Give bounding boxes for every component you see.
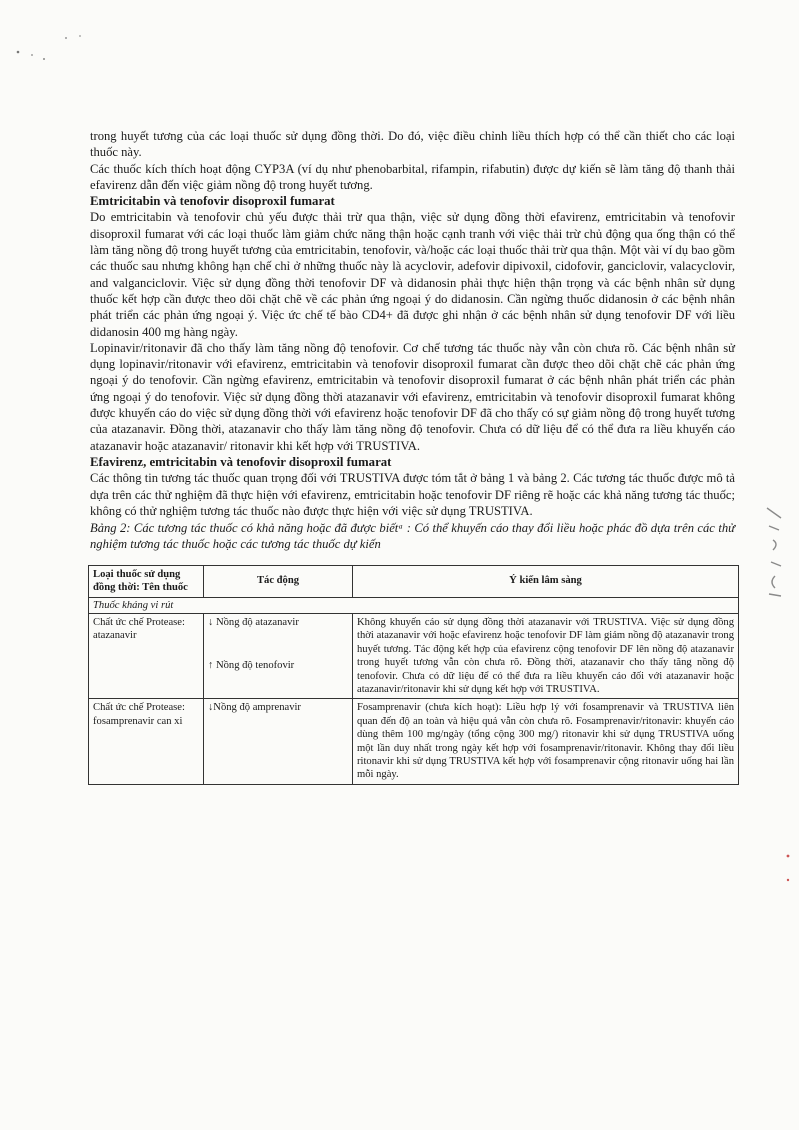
drug-cell: Chất ức chế Protease: atazanavir: [89, 613, 204, 698]
margin-mark: [785, 850, 791, 890]
comment-cell: Không khuyến cáo sử dụng đồng thời atazanavir với TRUSTIVA. Việc sử dụng đồng thời atazanavir với hoặc efavirenz hoặc tenofovir DF làm giảm nồng độ atazanavir trong huyết tương. Tác động kết hợp của efavirenz cộng tenofovir DF lên nồng độ atazanavir trong huyết tương vẫn còn chưa rõ. Đồng thời, atazanavir cho thấy tăng nồng độ tenofovir. Chưa có dữ liệu để có thể đưa ra liều khuyến cáo đối với atazanavir hoặc atazanavir/ritonavir khi sử dụng kết hợp với TRUSTIVA.: [353, 613, 739, 698]
table-group-row: [89, 597, 739, 613]
paragraph: Các thông tin tương tác thuốc quan trọng đối với TRUSTIVA được tóm tắt ở bảng 1 và bảng 2. Các tương tác thuốc được mô tả dựa trên các thử nghiệm đã thực hiện với efavirenz, emtricitabin hoặc tenofovir DF riêng rẽ hoặc các khả năng tương tác thuốc; không có thử nghiệm tương tác thuốc nào được thực hiện với việc sử dụng TRUSTIVA.: [90, 471, 735, 518]
effect-text: ↓ Nồng độ atazanavir: [208, 616, 299, 628]
table-row: [89, 699, 739, 784]
paragraph: Các thuốc kích thích hoạt động CYP3A (ví dụ như phenobarbital, rifampin, rifabutin) được dự kiến sẽ làm tăng độ thanh thải efavirenz dẫn đến việc giảm nồng độ trong huyết tương.: [90, 161, 735, 192]
page-stamp-mark: [759, 500, 789, 610]
paragraph: Lopinavir/ritonavir đã cho thấy làm tăng nồng độ tenofovir. Cơ chế tương tác thuốc này vẫn còn chưa rõ. Các bệnh nhân sử dụng lopinavir/ritonavir với efavirenz, emtricitabin và tenofovir disoproxil fumarat cần được theo dõi chặt chẽ các phản ứng ngoại ý do tenofovir. Cần ngừng efavirenz, emtricitabin và tenofovir disoproxil fumarat ở các bệnh nhân phát triển các phản ứng ngoại ý do tenofovir. Việc sử dụng đồng thời atazanavir với efavirenz, emtricitabin và tenofovir disoproxil fumarat không được khuyến cáo do việc sử dụng đồng thời với efavirenz hoặc tenofovir DF đã cho thấy có sự giảm nồng độ trong huyết tương của atazanavir. Đồng thời, atazanavir cho thấy làm tăng nồng độ tenofovir. Chưa có dữ liệu để có thể đưa ra liều khuyến cáo atazanavir hoặc atazanavir/ ritonavir khi kết hợp với TRUSTIVA.: [90, 340, 735, 453]
table-caption: Bảng 2: Các tương tác thuốc có khả năng hoặc đã được biếtᵃ : Có thể khuyến cáo thay đổi liều hoặc phác đồ dựa trên các thử nghiệm tương tác thuốc hoặc các tương tác thuốc dự kiến: [90, 521, 735, 552]
section-heading: Efavirenz, emtricitabin và tenofovir disoproxil fumarat: [90, 454, 392, 469]
comment-cell: Fosamprenavir (chưa kích hoạt): Liều hợp lý với fosamprenavir và TRUSTIVA liên quan đến độ an toàn và hiệu quả vẫn còn chưa rõ. Fosamprenavir/ritonavir: khuyến cáo dùng thêm 100 mg/ngày (tổng cộng 300 mg/) ritonavir khi sử dụng TRUSTIVA uống một lần duy nhất trong ngày kết hợp với fosamprenavir/ritonavir. Không thay đổi liều ritonavir khi sử dụng TRUSTIVA kết hợp với fosamprenavir cộng ritonavir uống hai lần mỗi ngày.: [353, 699, 739, 784]
effect-text: ↑ Nồng độ tenofovir: [208, 660, 295, 672]
scan-specks: [14, 30, 84, 70]
table-header-row: [89, 565, 739, 597]
document-page: [90, 128, 735, 785]
column-header: Loại thuốc sử dụng đồng thời: Tên thuốc: [89, 565, 204, 597]
effect-cell: ↓Nồng độ amprenavir: [204, 699, 353, 784]
group-label: Thuốc kháng vi rút: [89, 597, 739, 613]
column-header: Tác động: [204, 565, 353, 597]
column-header: Ý kiến lâm sàng: [353, 565, 739, 597]
paragraph: Do emtricitabin và tenofovir chủ yếu được thải trừ qua thận, việc sử dụng đồng thời efavirenz, emtricitabin và tenofovir disoproxil fumarat với các loại thuốc làm giảm chức năng thận hoặc cạnh tranh với việc thải trừ chủ động qua ống thận có thể làm tăng nồng độ trong huyết tương của emtricitabin, tenofovir, và/hoặc các loại thuốc thải trừ qua thận. Một vài ví dụ bao gồm các thuốc sau nhưng không hạn chế chỉ ở những thuốc này là acyclovir, adefovir dipivoxil, cidofovir, ganciclovir, valacyclovir, and valganciclovir. Việc sử dụng đồng thời tenofovir DF và didanosin phải thực hiện thận trọng và các bệnh nhân sử dụng thuốc kết hợp cần được theo dõi chặt chẽ về các phản ứng ngoại ý do didanosin. Cần ngừng thuốc didanosin ở các bệnh nhân phát triển các phản ứng ngoại ý. Việc ức chế tế bào CD4+ đã được ghi nhận ở các bệnh nhân sử dụng tenofovir DF với liều didanosin 400 mg hàng ngày.: [90, 210, 735, 339]
drug-cell: Chất ức chế Protease: fosamprenavir can xi: [89, 699, 204, 784]
interaction-table: [88, 565, 739, 785]
effect-cell: [204, 613, 353, 698]
section-heading: Emtricitabin và tenofovir disoproxil fumarat: [90, 194, 335, 209]
paragraph: trong huyết tương của các loại thuốc sử dụng đồng thời. Do đó, việc điều chỉnh liều thích hợp có thể cần thiết cho các loại thuốc này.: [90, 129, 735, 160]
table-row: [89, 613, 739, 698]
